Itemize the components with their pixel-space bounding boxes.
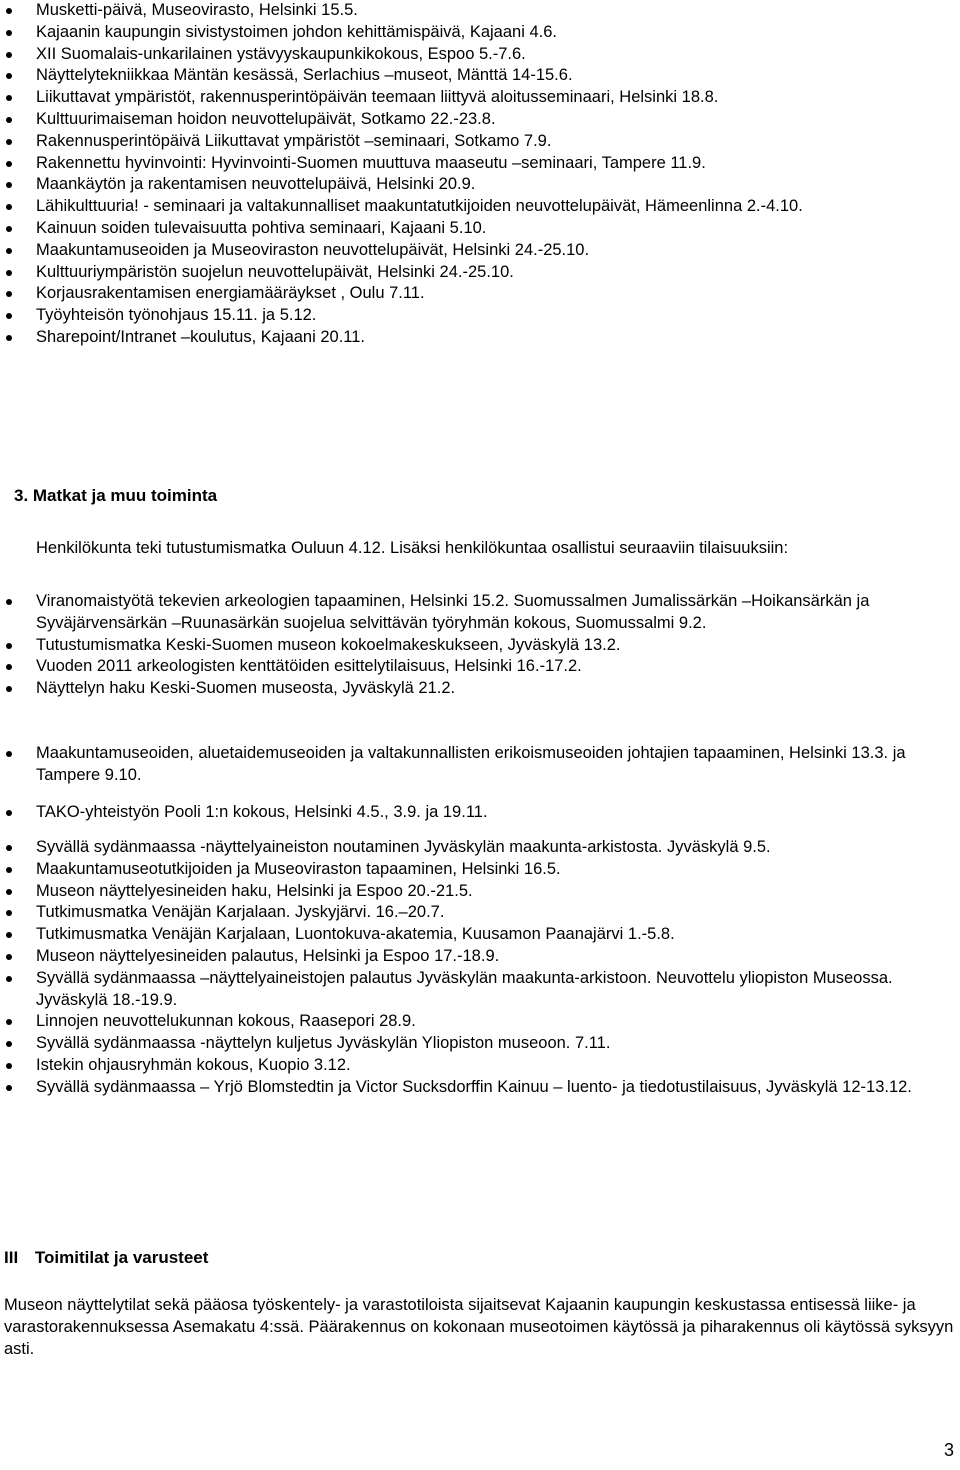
section-iii-paragraph: Museon näyttelytilat sekä pääosa työskentely- ja varastotiloista sijaitsevat Kajaanin kaupungin keskustassa entisessä liike- ja varastorakennuksessa Asemakatu 4:ssä. Päärakennus on kokonaan museotoimen käytössä ja piharakennus oli käytössä syksyyn asti.	[4, 1296, 954, 1358]
list-item: Näyttelyn haku Keski-Suomen museosta, Jyväskylä 21.2.	[0, 678, 950, 700]
list-item: Maakuntamuseoiden, aluetaidemuseoiden ja valtakunnallisten erikoismuseoiden johtajien tapaaminen, Helsinki 13.3. ja Tampere 9.10.	[0, 743, 950, 787]
list-item: Linnojen neuvottelukunnan kokous, Raasepori 28.9.	[0, 1011, 950, 1033]
page-number: 3	[943, 1440, 954, 1460]
section-3-heading: 3. Matkat ja muu toiminta	[14, 486, 218, 505]
list-item: Kulttuuriympäristön suojelun neuvottelupäivät, Helsinki 24.-25.10.	[0, 262, 950, 284]
list-item: Syvällä sydänmaassa -näyttelyaineiston noutaminen Jyväskylän maakunta-arkistosta. Jyväskylä 9.5.	[0, 837, 950, 859]
list-item: TAKO-yhteistyön Pooli 1:n kokous, Helsinki 4.5., 3.9. ja 19.11.	[0, 802, 950, 824]
list-item: Museon näyttelyesineiden palautus, Helsinki ja Espoo 17.-18.9.	[0, 946, 950, 968]
travel-list-c	[0, 802, 950, 824]
travel-list-b	[0, 743, 950, 787]
event-list-top	[0, 0, 950, 349]
travel-list-a	[0, 591, 950, 700]
list-item: Vuoden 2011 arkeologisten kenttätöiden esittelytilaisuus, Helsinki 16.-17.2.	[0, 656, 950, 678]
list-item: Syvällä sydänmaassa -näyttelyn kuljetus Jyväskylän Yliopiston museoon. 7.11.	[0, 1033, 950, 1055]
section-3-intro: Henkilökunta teki tutustumismatka Ouluun 4.12. Lisäksi henkilökuntaa osallistui seuraaviin tilaisuuksiin:	[36, 539, 789, 557]
list-item: Kainuun soiden tulevaisuutta pohtiva seminaari, Kajaani 5.10.	[0, 218, 950, 240]
list-item: Viranomaistyötä tekevien arkeologien tapaaminen, Helsinki 15.2. Suomussalmen Jumalissärkän –Hoikansärkän ja Syväjärvensärkän –Ruunasärkän suojelua selvittävän työryhmän kokous, Suomussalmi 9.2.	[0, 591, 950, 635]
list-item: Rakennettu hyvinvointi: Hyvinvointi-Suomen muuttuva maaseutu –seminaari, Tampere 11.9.	[0, 153, 950, 175]
list-item: XII Suomalais-unkarilainen ystävyyskaupunkikokous, Espoo 5.-7.6.	[0, 44, 950, 66]
list-item: Kulttuurimaiseman hoidon neuvottelupäivät, Sotkamo 22.-23.8.	[0, 109, 950, 131]
list-item: Syvällä sydänmaassa –näyttelyaineistojen palautus Jyväskylän maakunta-arkistoon. Neuvottelu yliopiston Museossa. Jyväskylä 18.-19.9.	[0, 968, 950, 1012]
list-item: Sharepoint/Intranet –koulutus, Kajaani 20.11.	[0, 327, 950, 349]
section-iii-heading	[4, 1248, 208, 1268]
list-item: Syvällä sydänmaassa – Yrjö Blomstedtin ja Victor Sucksdorffin Kainuu – luento- ja tiedotustilaisuus, Jyväskylä 12-13.12.	[0, 1077, 950, 1099]
list-item: Korjausrakentamisen energiamääräykset , Oulu 7.11.	[0, 283, 950, 305]
list-item: Istekin ohjausryhmän kokous, Kuopio 3.12.	[0, 1055, 950, 1077]
list-item: Tutkimusmatka Venäjän Karjalaan, Luontokuva-akatemia, Kuusamon Paanajärvi 1.-5.8.	[0, 924, 950, 946]
list-item: Rakennusperintöpäivä Liikuttavat ympäristöt –seminaari, Sotkamo 7.9.	[0, 131, 950, 153]
section-iii-number: III	[4, 1248, 19, 1267]
list-item: Musketti-päivä, Museovirasto, Helsinki 15.5.	[0, 0, 950, 22]
list-item: Maakuntamuseotutkijoiden ja Museoviraston tapaaminen, Helsinki 16.5.	[0, 859, 950, 881]
list-item: Liikuttavat ympäristöt, rakennusperintöpäivän teemaan liittyvä aloitusseminaari, Helsinki 18.8.	[0, 87, 950, 109]
list-item: Museon näyttelyesineiden haku, Helsinki ja Espoo 20.-21.5.	[0, 881, 950, 903]
list-item: Tutustumismatka Keski-Suomen museon kokoelmakeskukseen, Jyväskylä 13.2.	[0, 635, 950, 657]
list-item: Tutkimusmatka Venäjän Karjalaan. Jyskyjärvi. 16.–20.7.	[0, 902, 950, 924]
list-item: Kajaanin kaupungin sivistystoimen johdon kehittämispäivä, Kajaani 4.6.	[0, 22, 950, 44]
travel-list-d	[0, 837, 950, 1099]
section-iii-title: Toimitilat ja varusteet	[34, 1248, 209, 1267]
list-item: Työyhteisön työnohjaus 15.11. ja 5.12.	[0, 305, 950, 327]
list-item: Maankäytön ja rakentamisen neuvottelupäivä, Helsinki 20.9.	[0, 174, 950, 196]
list-item: Maakuntamuseoiden ja Museoviraston neuvottelupäivät, Helsinki 24.-25.10.	[0, 240, 950, 262]
list-item: Näyttelytekniikkaa Mäntän kesässä, Serlachius –museot, Mänttä 14-15.6.	[0, 65, 950, 87]
list-item: Lähikulttuuria! - seminaari ja valtakunnalliset maakuntatutkijoiden neuvottelupäivät, Hämeenlinna 2.-4.10.	[0, 196, 950, 218]
